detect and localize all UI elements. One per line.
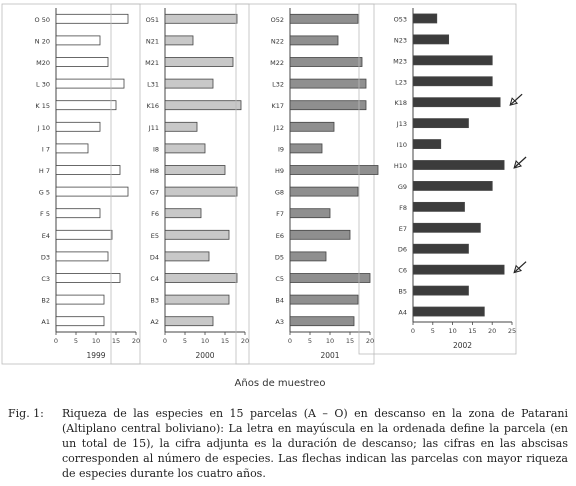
- category-label-F8: F8: [399, 203, 407, 212]
- x-tick-label-2000-10: 10: [200, 337, 210, 345]
- category-label-M23: M23: [393, 57, 407, 66]
- bar-K 15: [56, 101, 116, 110]
- category-label-C4: C4: [150, 275, 159, 283]
- category-label-A1: A1: [41, 318, 50, 327]
- bar-D4: [165, 252, 209, 261]
- category-label-E4: E4: [41, 231, 50, 240]
- bar-H 7: [56, 166, 120, 175]
- panel-title-2002: 2002: [452, 341, 473, 350]
- bar-F6: [165, 209, 201, 218]
- bar-N 20: [56, 36, 100, 45]
- x-tick-label-2002-15: 15: [468, 327, 477, 335]
- x-tick-label-2000-20: 20: [240, 337, 250, 345]
- bar-N23: [413, 35, 449, 44]
- bar-I10: [413, 140, 441, 149]
- x-tick-label-2000-0: 0: [162, 337, 168, 345]
- category-label-H 7: H 7: [38, 167, 50, 175]
- x-tick-label-2001-15: 15: [345, 337, 355, 345]
- category-label-O53: O53: [393, 15, 407, 24]
- category-label-A3: A3: [275, 318, 284, 327]
- bar-J 10: [56, 122, 100, 131]
- category-label-L31: L31: [147, 80, 159, 89]
- x-tick-label-1999-20: 20: [131, 337, 141, 345]
- bar-F8: [413, 202, 464, 211]
- x-tick-label-1999-10: 10: [91, 337, 101, 345]
- panel-title-1999: 1999: [86, 351, 106, 360]
- x-tick-label-2002-5: 5: [430, 327, 435, 335]
- bar-L 30: [56, 79, 124, 88]
- category-label-B4: B4: [275, 296, 284, 305]
- bar-A3: [290, 317, 354, 326]
- x-tick-label-2000-15: 15: [220, 337, 230, 345]
- category-label-D3: D3: [40, 253, 50, 262]
- bar-F7: [290, 209, 330, 218]
- bar-J13: [413, 119, 468, 128]
- x-tick-label-1999-0: 0: [53, 337, 59, 345]
- category-label-I10: I10: [396, 141, 407, 150]
- category-label-N22: N22: [270, 37, 284, 46]
- bar-A1: [56, 317, 104, 326]
- category-label-G 5: G 5: [38, 188, 50, 197]
- category-label-E7: E7: [398, 224, 407, 233]
- category-label-B5: B5: [398, 287, 407, 296]
- bar-K16: [165, 101, 241, 110]
- category-label-I8: I8: [152, 145, 159, 154]
- bar-J12: [290, 122, 334, 131]
- bar-B4: [290, 295, 358, 304]
- bar-M22: [290, 58, 362, 67]
- category-label-B2: B2: [41, 296, 50, 305]
- bar-D6: [413, 244, 468, 253]
- category-label-A4: A4: [398, 308, 407, 317]
- bar-C4: [165, 274, 237, 283]
- bar-H8: [165, 166, 225, 175]
- bar-N22: [290, 36, 338, 45]
- category-label-L32: L32: [272, 80, 284, 89]
- category-label-G7: G7: [149, 188, 159, 197]
- x-tick-label-2001-0: 0: [287, 337, 293, 345]
- bar-I 7: [56, 144, 88, 153]
- category-label-E6: E6: [275, 231, 284, 240]
- category-label-K18: K18: [394, 99, 407, 108]
- category-label-I 7: I 7: [41, 145, 50, 154]
- bar-G 5: [56, 187, 128, 196]
- category-label-C6: C6: [398, 266, 407, 275]
- bar-G9: [413, 181, 492, 190]
- category-label-O 50: O 50: [34, 15, 50, 24]
- bar-C5: [290, 274, 370, 283]
- bar-M20: [56, 58, 108, 67]
- bar-D5: [290, 252, 326, 261]
- bar-I9: [290, 144, 322, 153]
- x-tick-label-2001-20: 20: [365, 337, 375, 345]
- category-label-G9: G9: [397, 182, 407, 191]
- category-label-O51: O51: [145, 15, 159, 24]
- category-label-K17: K17: [271, 102, 284, 111]
- category-label-F7: F7: [276, 210, 284, 219]
- x-tick-label-2000-5: 5: [182, 337, 188, 345]
- bar-L23: [413, 77, 492, 86]
- category-label-J13: J13: [396, 120, 407, 129]
- bar-A2: [165, 317, 213, 326]
- x-tick-label-2002-20: 20: [488, 327, 497, 335]
- x-tick-label-2002-0: 0: [410, 327, 416, 335]
- caption-text: Riqueza de las especies en 15 parcelas (A – O) en descanso en la zona de Patarani (Altiplano central boliviano): La letra en mayúscula en la ordenada define la parcela (en un total de 15), la cifra adjunta es la duración de descanso; las cifras en las abscisas corresponden al número de especies. Las flechas indican las parcelas con mayor riqueza de especies durante los cuatro años.: [62, 407, 568, 480]
- bar-B3: [165, 295, 229, 304]
- category-label-J 10: J 10: [37, 123, 50, 132]
- bar-B5: [413, 286, 468, 295]
- category-label-N23: N23: [393, 36, 407, 45]
- category-label-L 30: L 30: [36, 80, 50, 89]
- panel-title-2001: 2001: [320, 351, 340, 360]
- bar-B2: [56, 295, 104, 304]
- category-label-A2: A2: [150, 318, 159, 327]
- category-label-K 15: K 15: [35, 102, 50, 111]
- bar-M23: [413, 56, 492, 65]
- bar-E7: [413, 223, 480, 232]
- panel-title-2000: 2000: [195, 351, 215, 360]
- x-tick-label-2001-10: 10: [325, 337, 335, 345]
- bar-O 50: [56, 14, 128, 23]
- category-label-C3: C3: [41, 275, 50, 283]
- bar-G8: [290, 187, 358, 196]
- figure-label: Fig. 1:: [8, 407, 44, 420]
- category-label-D6: D6: [397, 245, 407, 254]
- category-label-M21: M21: [145, 59, 159, 67]
- bar-O52: [290, 14, 358, 23]
- bar-E4: [56, 230, 112, 239]
- bar-N21: [165, 36, 193, 45]
- category-label-D4: D4: [149, 253, 159, 262]
- x-tick-label-2002-10: 10: [448, 327, 457, 335]
- category-label-M22: M22: [270, 59, 284, 67]
- x-tick-label-2002-25: 25: [507, 327, 517, 335]
- x-tick-label-2001-5: 5: [307, 337, 313, 345]
- category-label-O52: O52: [270, 15, 284, 24]
- category-label-D5: D5: [274, 253, 284, 262]
- bar-E5: [165, 230, 229, 239]
- bar-K17: [290, 101, 366, 110]
- x-tick-label-1999-15: 15: [111, 337, 121, 345]
- shared-x-axis-label: Años de muestreo: [234, 378, 326, 389]
- category-label-H9: H9: [274, 167, 284, 175]
- bar-E6: [290, 230, 350, 239]
- bar-L32: [290, 79, 366, 88]
- category-label-H10: H10: [393, 162, 407, 170]
- bar-L31: [165, 79, 213, 88]
- category-label-J11: J11: [148, 123, 159, 132]
- bar-D3: [56, 252, 108, 261]
- category-label-C5: C5: [275, 275, 284, 283]
- category-label-H8: H8: [149, 167, 159, 175]
- bar-O53: [413, 14, 437, 23]
- bar-J11: [165, 122, 197, 131]
- category-label-I9: I9: [277, 145, 284, 154]
- bar-G7: [165, 187, 237, 196]
- category-label-M20: M20: [36, 59, 50, 67]
- bar-I8: [165, 144, 205, 153]
- bar-K18: [413, 98, 500, 107]
- category-label-E5: E5: [150, 231, 159, 240]
- bar-F 5: [56, 209, 100, 218]
- category-label-G8: G8: [274, 188, 284, 197]
- bar-M21: [165, 58, 233, 67]
- bar-C3: [56, 274, 120, 283]
- category-label-N21: N21: [145, 37, 159, 46]
- category-label-K16: K16: [146, 102, 159, 111]
- bar-H9: [290, 166, 378, 175]
- bar-O51: [165, 14, 237, 23]
- bar-H10: [413, 161, 504, 170]
- category-label-F6: F6: [151, 210, 159, 219]
- category-label-L23: L23: [395, 78, 407, 87]
- x-tick-label-1999-5: 5: [73, 337, 79, 345]
- category-label-F 5: F 5: [40, 210, 50, 219]
- bar-C6: [413, 265, 504, 274]
- category-label-J12: J12: [273, 123, 284, 132]
- category-label-N 20: N 20: [34, 37, 50, 46]
- bar-A4: [413, 307, 484, 316]
- category-label-B3: B3: [150, 296, 159, 305]
